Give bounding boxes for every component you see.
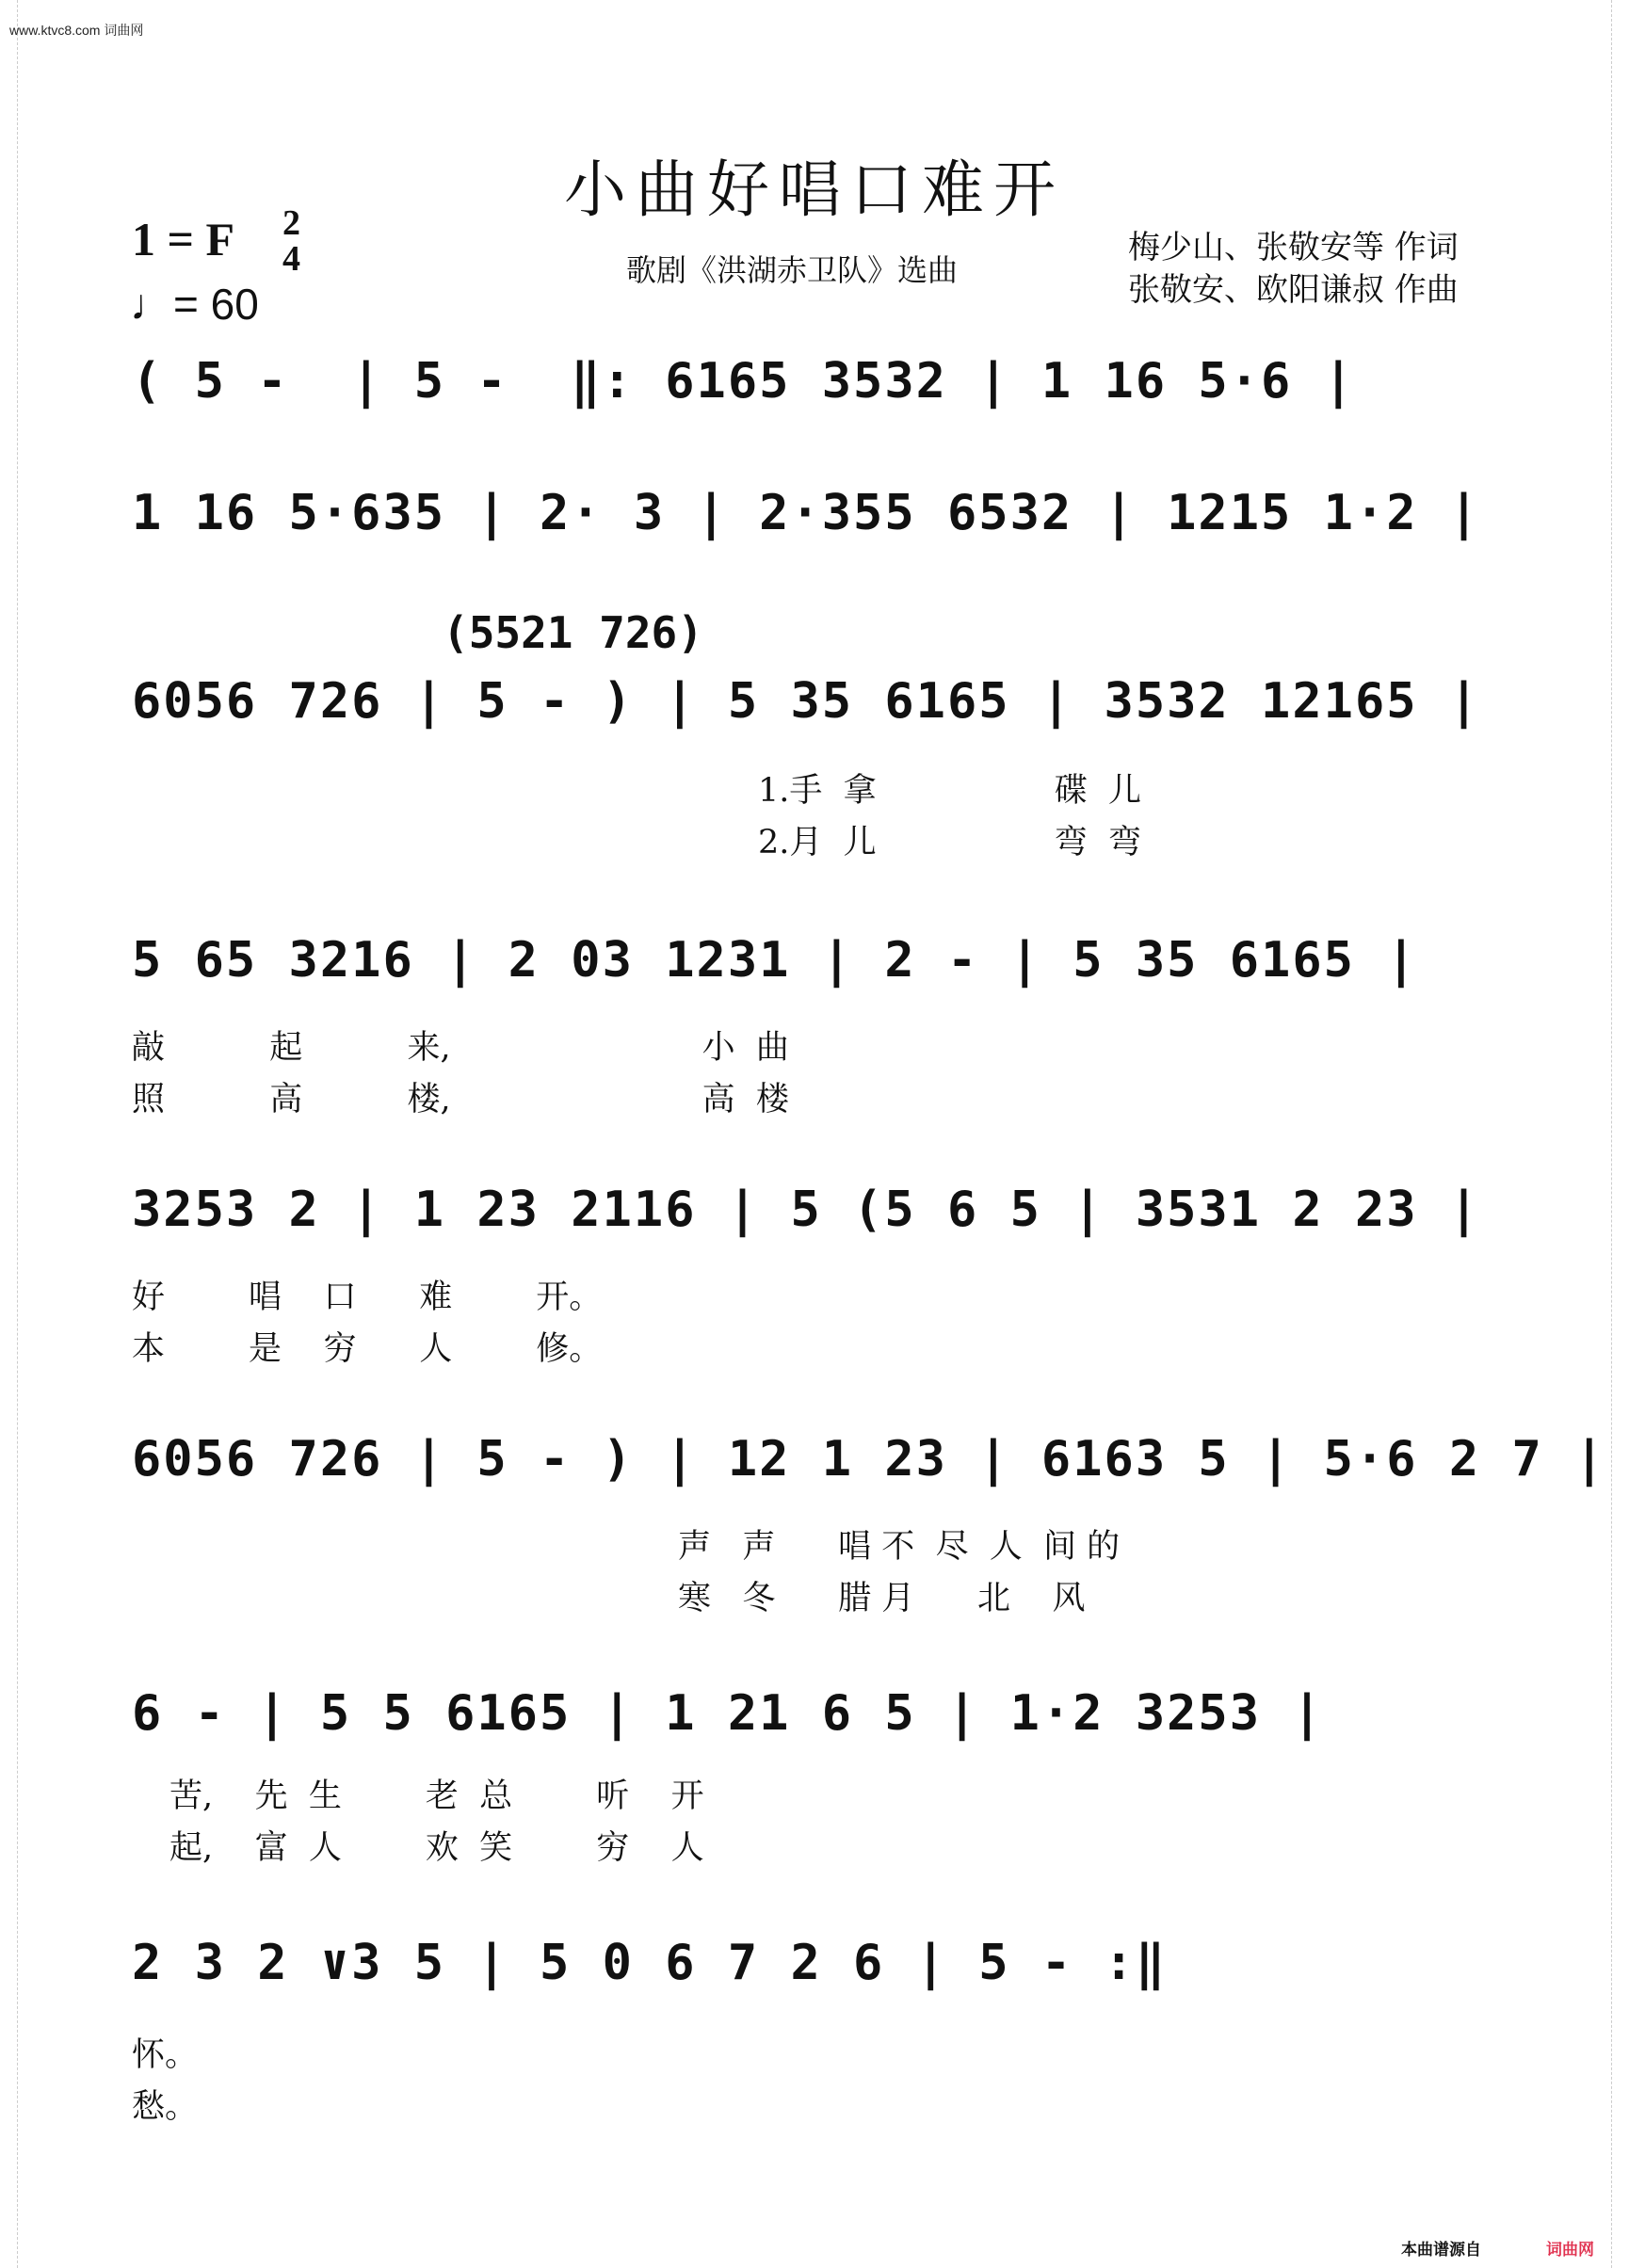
footer-source: 本曲谱源自 [1401,2241,1481,2260]
time-signature [282,205,300,277]
composer-credit: 张敬安、欧阳谦叔 作曲 [1128,271,1459,309]
subtitle: 歌剧《洪湖赤卫队》选曲 [626,252,959,288]
lyric-line: 怀。 [132,2036,199,2074]
right-margin-strip [1611,0,1629,2268]
lyric-line: 照 高 楼, 高 楼 [132,1081,789,1118]
left-margin-strip [0,0,18,2268]
time-sig-bottom: 4 [282,239,300,279]
score-row-2 [122,485,1516,570]
score-row-6 [122,1431,1606,1516]
footer-brand[interactable]: 词曲网 [1546,2241,1594,2260]
notation: 6 - | 5 5 6165 | 1 21 6 5 | 1·2 3253 | [132,1685,1324,1742]
score-row-5 [122,1182,1516,1266]
notation: 5 65 3216 | 2 03 1231 | 2 - | 5 35 6165 | [132,932,1418,989]
lyric-line: 本 是 穷 人 修。 [132,1330,603,1368]
notation: 2 3 2 ∨3 5 | 5 0 6 7 2 6 | 5 - :‖ [132,1935,1168,1991]
lyric-line: 苦, 先 生 老 总 听 开 [169,1777,704,1815]
lyric-line: 起, 富 人 欢 笑 穷 人 [169,1829,704,1867]
lyric-line: 好 唱 口 难 开。 [132,1279,603,1316]
bracketed-phrase: (5521 726) [443,607,703,658]
score-row-3 [122,673,1516,758]
notation: 3253 2 | 1 23 2116 | 5 (5 6 5 | 3531 2 23 | [132,1182,1481,1238]
key-signature: 1 = F [132,213,235,265]
lyricist-credit: 梅少山、张敬安等 作词 [1128,229,1459,266]
notation: 6056 726 | 5 - ) | 5 35 6165 | 3532 12165 | [132,673,1481,730]
score-row-1 [122,353,1516,438]
notation: ( 5 - | 5 - ‖: 6165 3532 | 1 16 5·6 | [132,353,1355,410]
lyric-line: 2.月 儿 弯 弯 [758,824,1142,861]
site-header[interactable]: www.ktvc8.com 词曲网 [9,23,144,38]
notation: 6056 726 | 5 - ) | 12 1 23 | 6163 5 | 5·6 2 7 | [132,1431,1606,1488]
lyric-line: 1.手 拿 碟 儿 [758,772,1142,810]
score-row-4 [122,932,1516,1017]
time-sig-top: 2 [282,203,300,243]
lyric-line: 声 声 唱 不 尽 人 间 的 [678,1528,1121,1566]
score-row-8 [122,1935,1516,2019]
score-row-7 [122,1685,1516,1770]
tempo-mark: ♩= 60 [130,280,259,329]
lyric-line: 寒 冬 腊 月 北 风 [678,1580,1086,1617]
song-title: 小曲好唱口难开 [564,153,1065,226]
notation: 1 16 5·635 | 2· 3 | 2·355 6532 | 1215 1·2 | [132,485,1481,541]
lyric-line: 愁。 [132,2088,199,2126]
lyric-line: 敲 起 来, 小 曲 [132,1029,789,1067]
